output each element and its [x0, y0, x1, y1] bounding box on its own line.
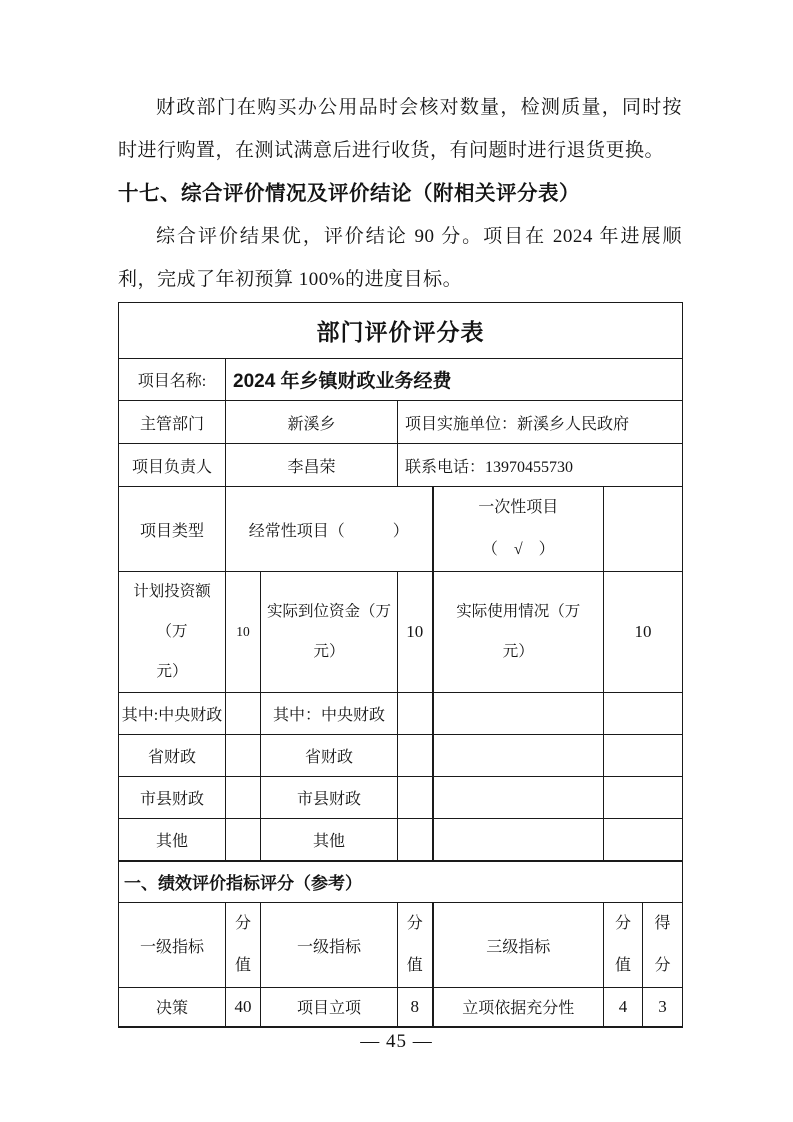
type-label: 项目类型 [119, 487, 226, 572]
empty-cell [398, 819, 433, 861]
table-title-row [119, 303, 683, 359]
source-city-left: 市县财政 [119, 777, 226, 819]
project-type-row [119, 487, 683, 572]
planned-investment-value: 10 [226, 572, 261, 693]
header-score-value [226, 903, 261, 988]
cell-line2: 元） [156, 663, 188, 680]
indicator-earned-score: 3 [643, 988, 683, 1027]
type-onetime-cell [433, 487, 604, 572]
empty-cell [604, 777, 683, 819]
project-name-label: 项目名称: [119, 359, 226, 401]
empty-cell [433, 735, 604, 777]
planned-investment-label [119, 572, 226, 693]
empty-cell [398, 693, 433, 735]
header-earned-score [643, 903, 683, 988]
cell-line1: 实际使用情况（万 [456, 603, 581, 620]
impl-unit: 项目实施单位：新溪乡人民政府 [398, 401, 683, 444]
empty-cell [433, 819, 604, 861]
header-score-value-text: 分值 [614, 915, 631, 974]
empty-cell [226, 819, 261, 861]
header-score-value [604, 903, 643, 988]
empty-cell [226, 693, 261, 735]
header-score-value-text: 分值 [406, 915, 423, 974]
empty-cell [604, 735, 683, 777]
paragraph-procurement: 财政部门在购买办公用品时会核对数量，检测质量，同时按时进行购置，在测试满意后进行收货，有问题时进行退货更换。 [118, 97, 682, 161]
contact-phone: 联系电话：13970455730 [398, 444, 683, 487]
leader-value: 李昌荣 [226, 444, 398, 487]
funding-source-row [119, 819, 683, 861]
indicator-level3-score: 4 [604, 988, 643, 1027]
cell-line1: 实际到位资金（万 [266, 603, 391, 620]
funding-source-row [119, 735, 683, 777]
indicator-level2-score: 8 [398, 988, 433, 1027]
empty-cell [604, 487, 683, 572]
empty-cell [398, 735, 433, 777]
empty-cell [433, 777, 604, 819]
source-other-left: 其他 [119, 819, 226, 861]
empty-cell [433, 693, 604, 735]
empty-cell [604, 693, 683, 735]
header-score-value-text: 分值 [234, 915, 251, 974]
funding-amounts-row [119, 572, 683, 693]
table-title: 部门评价评分表 [119, 303, 683, 359]
type-regular-cell: 经常性项目（ ） [226, 487, 433, 572]
actual-usage-label [433, 572, 604, 693]
department-score-table [118, 302, 683, 1028]
dept-row [119, 401, 683, 444]
type-onetime-line1: 一次性项目 [478, 499, 559, 516]
received-funds-value: 10 [398, 572, 433, 693]
empty-cell [226, 777, 261, 819]
empty-cell [226, 735, 261, 777]
cell-line2: 元） [313, 643, 345, 660]
cell-line1: 计划投资额（万 [133, 583, 211, 640]
checkmark-mark: （ √ ） [481, 541, 555, 558]
header-level2-indicator: 一级指标 [261, 903, 398, 988]
source-province-left: 省财政 [119, 735, 226, 777]
indicator-level2: 项目立项 [261, 988, 398, 1027]
indicator-level1: 决策 [119, 988, 226, 1027]
cell-line2: 元） [502, 643, 534, 660]
paragraph-conclusion: 综合评价结果优，评价结论 90 分。项目在 2024 年进展顺利，完成了年初预算 100%的进度目标。 [118, 226, 682, 290]
project-name-value: 2024 年乡镇财政业务经费 [226, 359, 683, 401]
indicator-header-row [119, 903, 683, 988]
section1-heading: 一、绩效评价指标评分（参考） [119, 861, 683, 903]
dept-value: 新溪乡 [226, 401, 398, 444]
funding-source-row [119, 693, 683, 735]
empty-cell [604, 819, 683, 861]
header-level1-indicator: 一级指标 [119, 903, 226, 988]
header-score-value [398, 903, 433, 988]
actual-usage-value: 10 [604, 572, 683, 693]
leader-label: 项目负责人 [119, 444, 226, 487]
source-other-mid: 其他 [261, 819, 398, 861]
source-central-left: 其中:中央财政 [119, 693, 226, 735]
indicator-data-row [119, 988, 683, 1027]
funding-source-row [119, 777, 683, 819]
header-earned-score-text: 得分 [654, 915, 671, 974]
empty-cell [398, 777, 433, 819]
section1-heading-row [119, 861, 683, 903]
indicator-level1-score: 40 [226, 988, 261, 1027]
leader-row [119, 444, 683, 487]
received-funds-label [261, 572, 398, 693]
header-level3-indicator: 三级指标 [433, 903, 604, 988]
indicator-level3: 立项依据充分性 [433, 988, 604, 1027]
source-province-mid: 省财政 [261, 735, 398, 777]
source-city-mid: 市县财政 [261, 777, 398, 819]
project-name-row [119, 359, 683, 401]
section-heading: 十七、综合评价情况及评价结论（附相关评分表） [118, 182, 580, 205]
source-central-mid: 其中：中央财政 [261, 693, 398, 735]
page-number: — 45 — [360, 1031, 433, 1052]
dept-label: 主管部门 [119, 401, 226, 444]
